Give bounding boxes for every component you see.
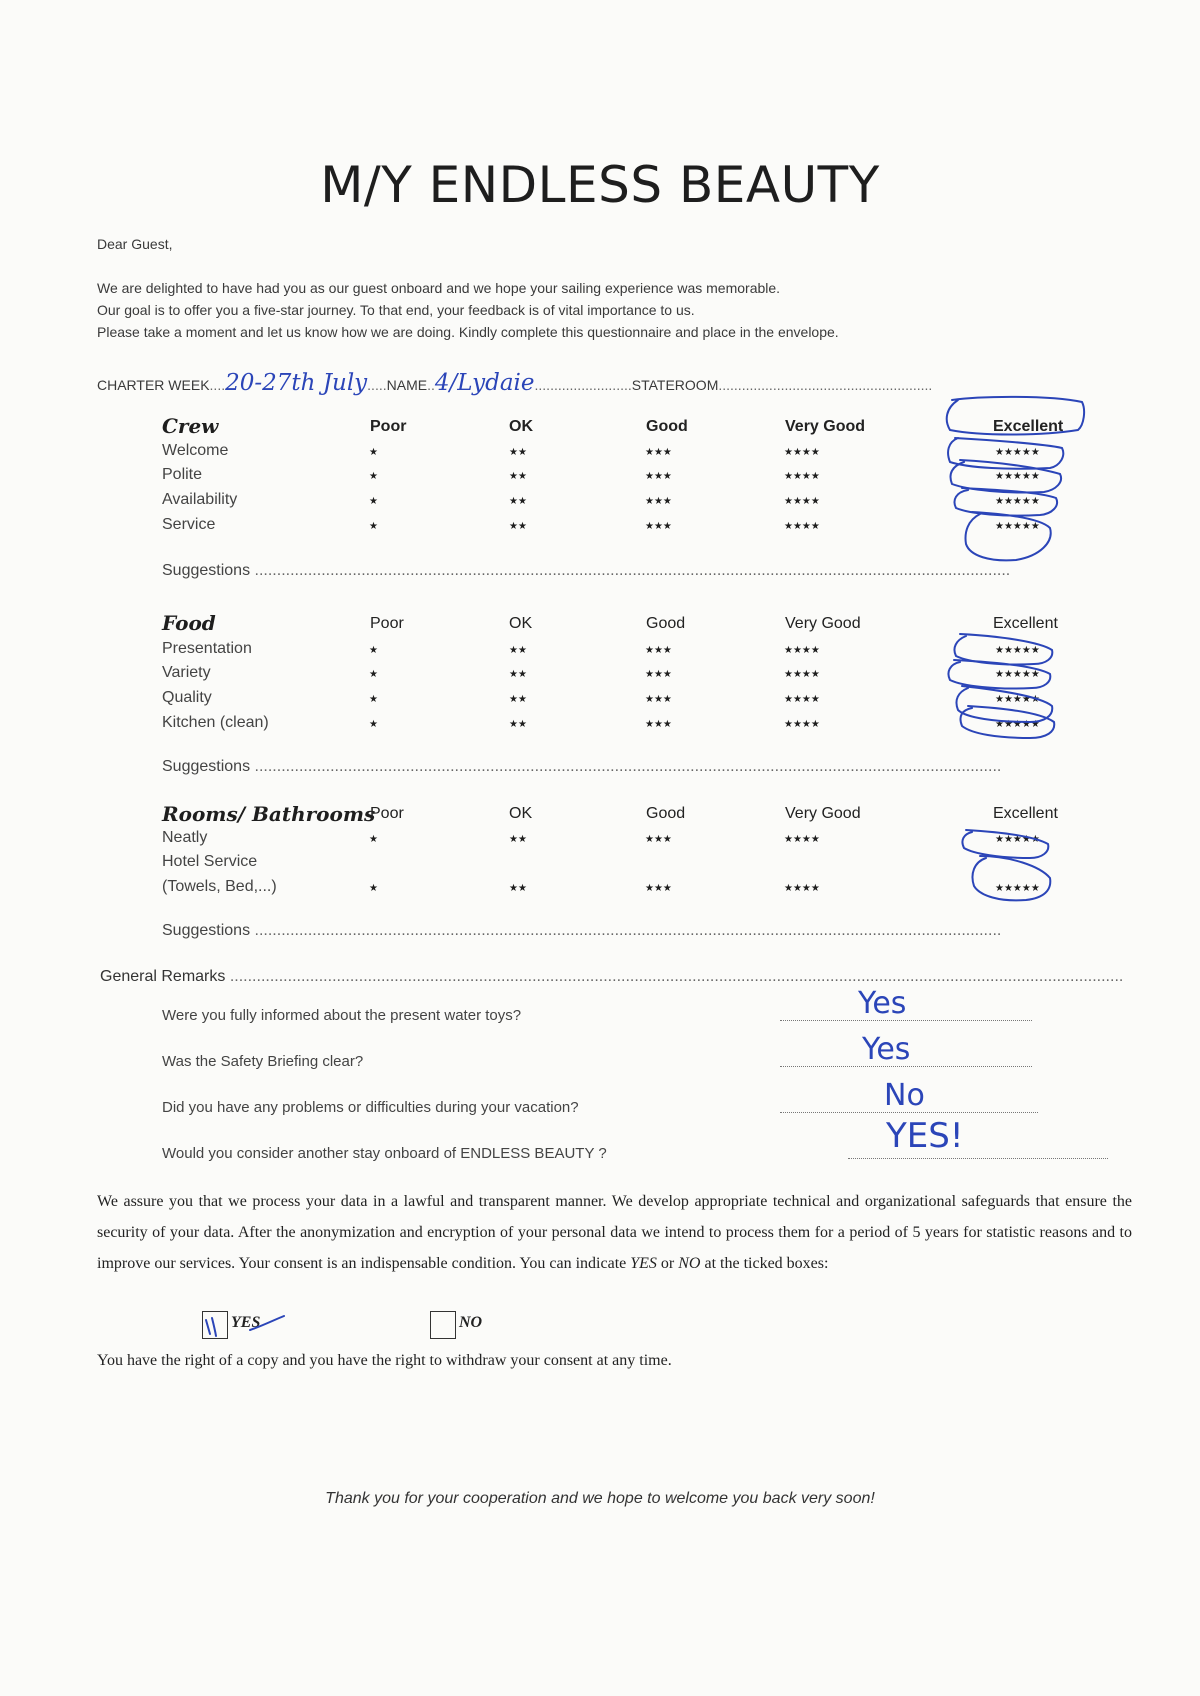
question-safety-briefing: Was the Safety Briefing clear? — [162, 1053, 364, 1070]
rooms-col-ok: OK — [509, 805, 533, 822]
rating-5-star[interactable]: ★★★★★ — [995, 496, 1040, 507]
rating-5-star[interactable]: ★★★★★ — [995, 471, 1040, 482]
crew-col-very-good: Very Good — [785, 418, 866, 435]
rating-2-star[interactable]: ★★ — [509, 669, 527, 680]
page-title: M/Y ENDLESS BEAUTY — [320, 156, 880, 214]
question-another-stay: Would you consider another stay onboard of ENDLESS BEAUTY ? — [162, 1145, 607, 1162]
consent-paragraph: We assure you that we process your data in a lawful and transparent manner. We develop appropriate technical and organizational safeguards that ensure the security of your data. After the anonymization and encryption of your personal data we intend to process them for a period of 5 years for statistic reasons and to improve our services. Your consent is an indispensable condition. You can indicate — [97, 1193, 1132, 1272]
rooms-section-title: Rooms/ Bathrooms — [162, 802, 376, 826]
answer-water-toys: Yes — [858, 986, 907, 1021]
food-row-kitchen: Kitchen (clean) — [162, 714, 269, 731]
food-row-presentation: Presentation — [162, 640, 252, 657]
consent-yes-checkbox[interactable] — [202, 1311, 228, 1339]
rating-5-star[interactable]: ★★★★★ — [995, 447, 1040, 458]
consent-no-checkbox[interactable] — [430, 1311, 456, 1339]
rooms-col-very-good: Very Good — [785, 805, 861, 822]
rating-5-star[interactable]: ★★★★★ — [995, 883, 1040, 894]
rating-2-star[interactable]: ★★ — [509, 834, 527, 845]
rating-3-star[interactable]: ★★★ — [645, 719, 672, 730]
rating-4-star[interactable]: ★★★★ — [784, 645, 820, 656]
answer-another-stay: YES! — [886, 1116, 964, 1156]
consent-yes-label: YES — [231, 1314, 261, 1331]
rating-3-star[interactable]: ★★★ — [645, 669, 672, 680]
question-water-toys: Were you fully informed about the present water toys? — [162, 1007, 522, 1024]
crew-suggestions-label: Suggestions — [162, 562, 251, 579]
intro-line-3: Please take a moment and let us know how we are doing. Kindly complete this questionnaire and place in the envelope. — [97, 324, 839, 340]
rating-5-star[interactable]: ★★★★★ — [995, 521, 1040, 532]
rating-3-star[interactable]: ★★★ — [645, 834, 672, 845]
rating-1-star[interactable]: ★ — [369, 447, 378, 458]
rating-4-star[interactable]: ★★★★ — [784, 521, 820, 532]
rooms-suggestions-label: Suggestions — [162, 922, 251, 939]
answer-safety-briefing: Yes — [862, 1032, 911, 1067]
crew-row-polite: Polite — [162, 466, 203, 483]
food-suggestions-label: Suggestions — [162, 758, 251, 775]
consent-no-word: NO — [678, 1255, 701, 1272]
rating-2-star[interactable]: ★★ — [509, 645, 527, 656]
intro-line-1: We are delighted to have had you as our guest onboard and we hope your sailing experience was memorable. — [97, 280, 781, 296]
food-suggestions — [162, 758, 1001, 776]
rooms-col-good: Good — [646, 805, 686, 822]
consent-or-word: or — [656, 1255, 679, 1272]
food-col-good: Good — [646, 615, 686, 632]
rights-statement: You have the right of a copy and you have the right to withdraw your consent at any time. — [97, 1352, 672, 1369]
rating-4-star[interactable]: ★★★★ — [784, 883, 820, 894]
rating-2-star[interactable]: ★★ — [509, 521, 527, 532]
rating-3-star[interactable]: ★★★ — [645, 471, 672, 482]
rating-1-star[interactable]: ★ — [369, 471, 378, 482]
rooms-row-neatly: Neatly — [162, 829, 208, 846]
rating-2-star[interactable]: ★★ — [509, 447, 527, 458]
intro-line-2: Our goal is to offer you a five-star journey. To that end, your feedback is of vital importance to us. — [97, 302, 695, 318]
food-row-quality: Quality — [162, 689, 212, 706]
rating-2-star[interactable]: ★★ — [509, 719, 527, 730]
rating-2-star[interactable]: ★★ — [509, 496, 527, 507]
consent-yes-word: YES — [630, 1255, 657, 1272]
rating-2-star[interactable]: ★★ — [509, 694, 527, 705]
charter-week-label: CHARTER WEEK — [97, 377, 210, 393]
rating-2-star[interactable]: ★★ — [509, 883, 527, 894]
crew-col-excellent: Excellent — [993, 418, 1064, 435]
rating-4-star[interactable]: ★★★★ — [784, 834, 820, 845]
name-label: NAME — [386, 377, 428, 393]
food-col-ok: OK — [509, 615, 533, 632]
rating-3-star[interactable]: ★★★ — [645, 694, 672, 705]
thank-you-note: Thank you for your cooperation and we hope to welcome you back very soon! — [325, 1490, 875, 1507]
rating-1-star[interactable]: ★ — [369, 496, 378, 507]
rating-4-star[interactable]: ★★★★ — [784, 447, 820, 458]
charter-week-value[interactable]: 20-27th July — [225, 370, 368, 396]
stateroom-field[interactable]: ....................................................... — [718, 377, 933, 393]
rooms-suggestions-field[interactable]: ........................................................................................................................................................................ — [254, 922, 1002, 939]
rating-1-star[interactable]: ★ — [369, 834, 378, 845]
rating-3-star[interactable]: ★★★ — [645, 521, 672, 532]
answer-line-4[interactable] — [848, 1158, 1108, 1159]
rating-5-star[interactable]: ★★★★★ — [995, 834, 1040, 845]
rating-3-star[interactable]: ★★★ — [645, 496, 672, 507]
food-row-variety: Variety — [162, 664, 211, 681]
rating-2-star[interactable]: ★★ — [509, 471, 527, 482]
rating-5-star[interactable]: ★★★★★ — [995, 719, 1040, 730]
data-consent-text — [97, 1186, 1132, 1279]
crew-service-circle — [966, 512, 1051, 560]
rating-1-star[interactable]: ★ — [369, 719, 378, 730]
crew-row-service: Service — [162, 516, 216, 533]
question-problems: Did you have any problems or difficulties during your vacation? — [162, 1099, 579, 1116]
rating-5-star[interactable]: ★★★★★ — [995, 694, 1040, 705]
rooms-suggestions — [162, 922, 1001, 940]
rating-1-star[interactable]: ★ — [369, 669, 378, 680]
rating-4-star[interactable]: ★★★★ — [784, 694, 820, 705]
rating-4-star[interactable]: ★★★★ — [784, 669, 820, 680]
rooms-row-hotel-service-detail: (Towels, Bed,...) — [162, 878, 277, 895]
answer-problems: No — [884, 1078, 925, 1113]
rating-3-star[interactable]: ★★★ — [645, 645, 672, 656]
food-suggestions-field[interactable]: ........................................................................................................................................................................ — [254, 758, 1002, 775]
name-value[interactable]: 4/Lydaie — [434, 370, 535, 396]
rooms-row-hotel-service: Hotel Service — [162, 853, 258, 870]
rating-1-star[interactable]: ★ — [369, 521, 378, 532]
crew-suggestions-field[interactable]: .......................................................................................................................................................................... — [254, 562, 1011, 579]
food-col-poor: Poor — [370, 615, 404, 632]
greeting: Dear Guest, — [97, 236, 173, 252]
food-col-very-good: Very Good — [785, 615, 861, 632]
consent-no-label: NO — [459, 1314, 483, 1331]
crew-section-title: Crew — [162, 414, 219, 438]
consent-paragraph-end: at the ticked boxes: — [700, 1255, 829, 1272]
crew-col-poor: Poor — [370, 418, 407, 435]
crew-col-ok: OK — [509, 418, 533, 435]
rating-1-star[interactable]: ★ — [369, 883, 378, 894]
stateroom-label: STATEROOM — [631, 377, 719, 393]
rating-3-star[interactable]: ★★★ — [645, 883, 672, 894]
crew-suggestions — [162, 562, 1010, 580]
rating-5-star[interactable]: ★★★★★ — [995, 645, 1040, 656]
rating-3-star[interactable]: ★★★ — [645, 447, 672, 458]
general-remarks — [100, 968, 1123, 986]
rooms-col-excellent: Excellent — [993, 805, 1058, 822]
food-section-title: Food — [162, 611, 216, 635]
header-fields: CHARTER WEEK....20-27th July.....NAME..4/Lydaie.........................STATEROOM....................................................... — [97, 370, 933, 396]
rooms-col-poor: Poor — [370, 805, 404, 822]
rating-1-star[interactable]: ★ — [369, 694, 378, 705]
crew-row-availability: Availability — [162, 491, 238, 508]
food-col-excellent: Excellent — [993, 615, 1058, 632]
rating-4-star[interactable]: ★★★★ — [784, 719, 820, 730]
crew-row-welcome: Welcome — [162, 442, 229, 459]
rating-5-star[interactable]: ★★★★★ — [995, 669, 1040, 680]
rating-4-star[interactable]: ★★★★ — [784, 471, 820, 482]
rating-4-star[interactable]: ★★★★ — [784, 496, 820, 507]
rating-1-star[interactable]: ★ — [369, 645, 378, 656]
general-remarks-label: General Remarks — [100, 968, 226, 985]
crew-col-good: Good — [646, 418, 688, 435]
general-remarks-field[interactable]: ......................................................................................................................................................................................................... — [229, 968, 1124, 985]
